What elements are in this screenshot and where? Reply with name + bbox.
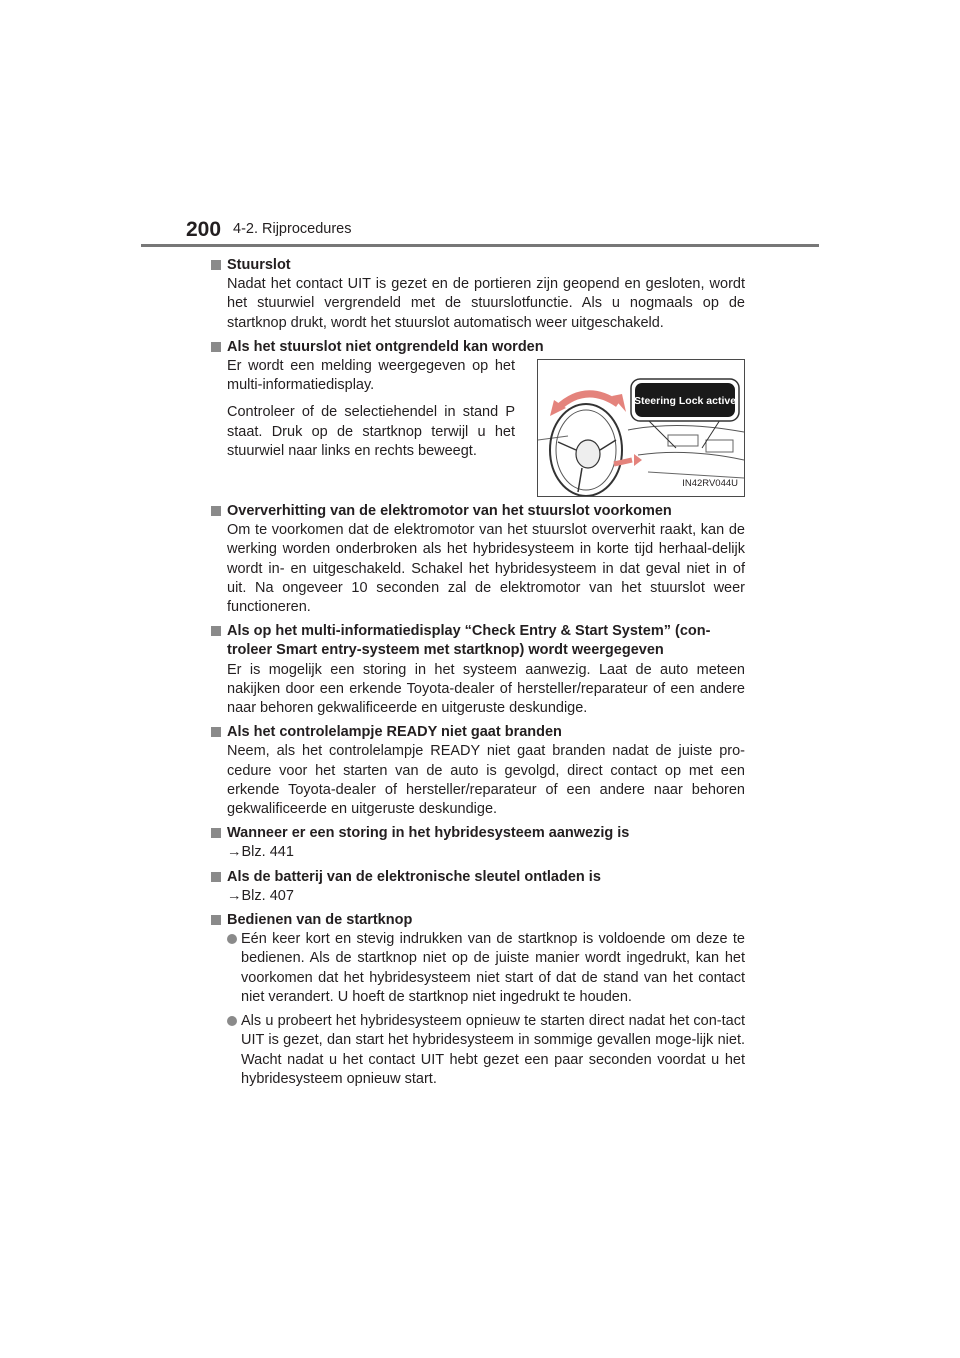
square-bullet-icon <box>211 872 221 882</box>
section-oververhitting <box>211 502 745 617</box>
square-bullet-icon <box>211 260 221 270</box>
chapter-title: 4-2. Rijprocedures <box>233 221 352 237</box>
round-bullet-icon <box>227 934 237 944</box>
steering-lock-illustration <box>537 359 745 497</box>
list-item: Eén keer kort en stevig indrukken van de startknop is voldoende om deze te bedienen. Als de startknop niet op de juiste manier wordt ingedrukt, kan het voorkomen dat het hybridesysteem niet start of dat de stand van het contact niet verandert. U hoeft de startknop niet ingedrukt te houden. <box>211 930 745 1007</box>
section-body: Er is mogelijk een storing in het systeem aanwezig. Laat de auto meteen nakijken door een erkende Toyota-dealer of hersteller/reparateur of een andere naar behoren gekwalificeerde en uitgeruste deskundige. <box>227 661 745 717</box>
square-bullet-icon <box>211 506 221 516</box>
section-heading: Wanneer er een storing in het hybridesysteem aanwezig is <box>211 824 745 843</box>
square-bullet-icon <box>211 828 221 838</box>
section-heading: Als de batterij van de elektronische sleutel ontladen is <box>211 868 745 887</box>
paragraph: Controleer of de selectiehendel in stand P staat. Druk op de startknop terwijl u het stuurwiel naar links en rechts beweegt. <box>227 404 515 459</box>
square-bullet-icon <box>211 727 221 737</box>
page-reference-link[interactable]: →Blz. 407 <box>227 887 294 904</box>
section-heading: Stuurslot <box>211 256 745 275</box>
section-body: Nadat het contact UIT is gezet en de portieren zijn geopend en gesloten, wordt het stuurwiel vergrendeld met de stuurslotfunctie. Als u nogmaals op de startknop drukt, wordt het stuurslot automatisch weer uitgeschakeld. <box>227 276 745 331</box>
section-body: Om te voorkomen dat de elektromotor van het stuurslot oververhit raakt, kan de werking worden onderbroken als het hybridesysteem in korte tijd herhaal-delijk wordt in- en uitgeschakeld. Schakel het hybridesysteem in dat geval niet in of uit. Na ongeveer 10 seconden zal de elektromotor van het stuurslot weer functioneren. <box>227 522 745 616</box>
header-rule <box>141 244 819 247</box>
section-ready-lampje <box>211 723 745 819</box>
section-body: Neem, als het controlelampje READY niet gaat branden nadat de juiste pro-cedure voor het starten van de auto is gevolgd, direct contact op met een erkende Toyota-dealer of hersteller/reparateur of een andere naar behoren gekwalificeerde en uitgeruste deskundige. <box>227 743 745 818</box>
display-message-text: Steering Lock active <box>633 395 737 408</box>
section-heading: Als het stuurslot niet ontgrendeld kan worden <box>211 338 745 357</box>
section-check-entry-start <box>211 622 745 718</box>
section-heading: Als het controlelampje READY niet gaat branden <box>211 723 745 742</box>
paragraph: Er wordt een melding weergegeven op het multi-informatiedisplay. <box>227 358 515 394</box>
square-bullet-icon <box>211 626 221 636</box>
page-number: 200 <box>186 218 222 241</box>
section-heading: Bedienen van de startknop <box>211 911 745 930</box>
page-reference-link[interactable]: →Blz. 441 <box>227 844 294 861</box>
section-heading: Oververhitting van de elektromotor van het stuurslot voorkomen <box>211 502 745 521</box>
section-batterij-sleutel <box>211 868 745 906</box>
section-bedienen-startknop <box>211 911 745 1089</box>
square-bullet-icon <box>211 342 221 352</box>
figure-code: IN42RV044U <box>682 477 738 489</box>
section-heading: Als op het multi-informatiedisplay “Check Entry & Start System” (con-troleer Smart entry-systeem met startknop) wordt weergegeven <box>211 622 745 660</box>
list-item: Als u probeert het hybridesysteem opnieuw te starten direct nadat het con-tact UIT is gezet, dan start het hybridesysteem in sommige gevallen moge-lijk niet. Wacht nadat u het contact UIT hebt gezet een paar seconden voordat u het hybridesysteem opnieuw start. <box>211 1012 745 1089</box>
page-content <box>211 256 745 1094</box>
section-storing-hybridesysteem <box>211 824 745 862</box>
round-bullet-icon <box>227 1016 237 1026</box>
section-stuurslot <box>211 256 745 333</box>
square-bullet-icon <box>211 915 221 925</box>
section-stuurslot-niet-ontgrendeld <box>211 338 745 497</box>
